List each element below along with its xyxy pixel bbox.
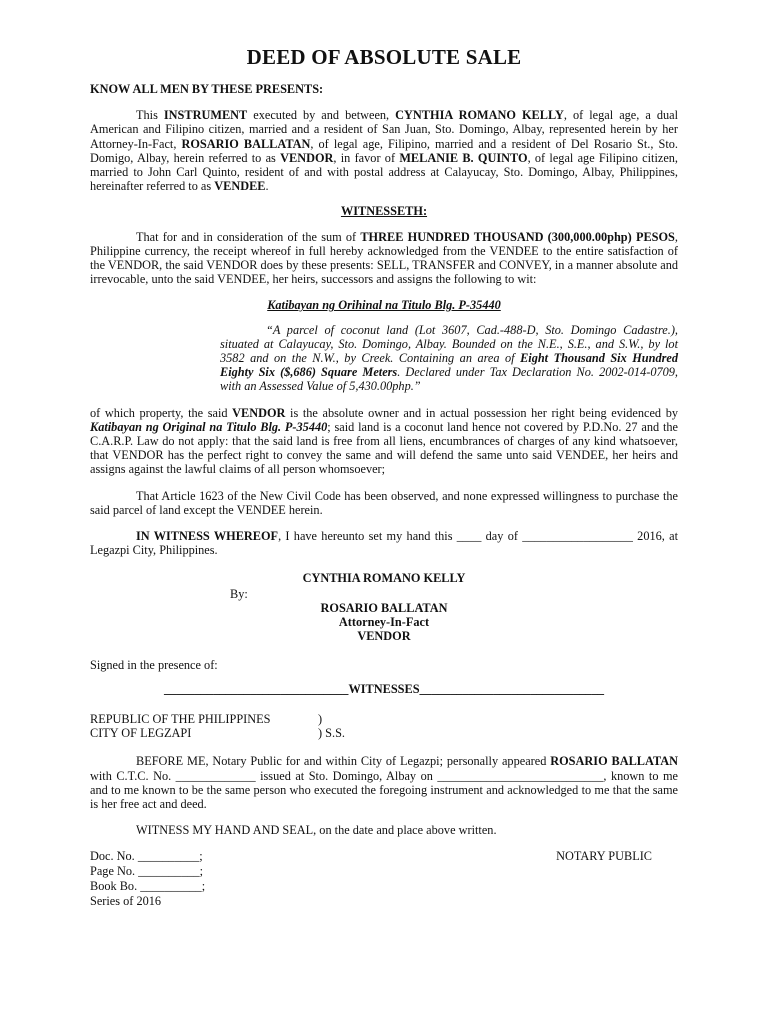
book-no: Book Bo. __________; [90, 878, 206, 893]
venue-city: CITY OF LEGZAPI [90, 726, 192, 741]
document-title: DEED OF ABSOLUTE SALE [246, 45, 522, 69]
title-reference: Katibayan ng Orihinal na Titulo Blg. P-35440 [267, 298, 501, 313]
notary-block [90, 849, 678, 908]
document-register [90, 849, 205, 908]
article-paragraph: That Article 1623 of the New Civil Code has been observed, and none expressed willingness to purchase the said parcel of land except the VENDEE herein. [90, 488, 678, 517]
instrument-paragraph: This INSTRUMENT executed by and between, CYNTHIA ROMANO KELLY, of legal age, a dual American and Filipino citizen, married and a resident of San Juan, Sto. Domingo, Albay, represented herein by her Attorney-In-Fact, ROSARIO BALLATAN, of legal age, Filipino, married and a resident of Del Rosario St., Sto. Domigo, Albay, herein referred to as VENDOR, in favor of MELANIE B. QUINTO, of legal age Filipino citizen, married to John Carl Quinto, resident of and with postal address at Calayucay, Sto. Domingo, Albay, Philippines, hereinafter referred to as VENDEE. [90, 108, 679, 194]
witnesseth-heading: WITNESSETH: [340, 204, 428, 219]
doc-no: Doc. No. __________; [90, 849, 203, 864]
by-label: By: [230, 586, 248, 601]
witness-hand-seal: WITNESS MY HAND AND SEAL, on the date and place above written. [136, 823, 497, 838]
page-no: Page No. __________; [90, 864, 204, 879]
ownership-paragraph: of which property, the said VENDOR is the absolute owner and in actual possession her right being evidenced by Katibayan ng Original na Titulo Blg. P-35440; said land is a coconut land hence not covered by P.D.No. 27 and the C.A.R.P. Law do not apply: that the said land is free from all liens, encumbrances of charges of any kind whatsoever, that VENDOR has the perfect right to convey the same and will defend the same unto said VENDEE, her heirs and assigns against the lawful claims of all person whomsoever; [90, 405, 678, 477]
vendor-label: VENDOR [357, 629, 411, 644]
attorney-role: Attorney-In-Fact [338, 615, 430, 630]
attorney-name: ROSARIO BALLATAN [320, 600, 448, 615]
venue-country: REPUBLIC OF THE PHILIPPINES [90, 711, 271, 726]
know-all-men-heading: KNOW ALL MEN BY THESE PRESENTS: [90, 82, 324, 96]
notary-public-label: NOTARY PUBLIC [556, 849, 652, 864]
property-description: “A parcel of coconut land (Lot 3607, Cad.-488-D, Sto. Domingo Cadastre.), situated at Calayucay, Sto. Domingo, Albay. Bounded on the N.E., S.E., and S.W., by lot 3582 and on the N.W., by Creek. Containing an area of Eight Thousand Six Hundred Eighty Six ($,686) Square Meters. Declared under Tax Declaration No. 2002-014-0709, with an Assessed Value of 5,430.00php.” [220, 322, 678, 394]
in-witness-paragraph: IN WITNESS WHEREOF, I have hereunto set my hand this ____ day of __________________ 2016, at Legazpi City, Philippines. [90, 529, 679, 558]
signed-presence-text: Signed in the presence of: [90, 657, 218, 672]
venue-block [90, 712, 678, 740]
notary-acknowledgment-paragraph: BEFORE ME, Notary Public for and within City of Legazpi; personally appeared ROSARIO BALLATAN with C.T.C. No. _____________ issued at Sto. Domingo, Albay on ___________________________, known to me and to me known to be the same person who executed the foregoing instrument and acknowledged to me that the same is her free act and deed. [90, 754, 679, 811]
series: Series of 2016 [90, 893, 162, 908]
venue-country-mark: ) [318, 711, 323, 726]
consideration-paragraph: That for and in consideration of the sum of THREE HUNDRED THOUSAND (300,000.00php) PESOS, Philippine currency, the receipt whereof in full hereby acknowledged from the VENDEE to the entire satisfaction of the VENDOR, the said VENDOR does by these presents: SELL, TRANSFER and CONVEY, in a manner absolute and irrevocable, unto the said VENDEE, her heirs, successors and assigns the following to wit: [90, 229, 678, 287]
venue-city-mark: ) S.S. [318, 726, 345, 741]
vendor-name: CYNTHIA ROMANO KELLY [302, 571, 466, 586]
witnesses-line: ______________________________WITNESSES______________________________ [164, 681, 604, 696]
